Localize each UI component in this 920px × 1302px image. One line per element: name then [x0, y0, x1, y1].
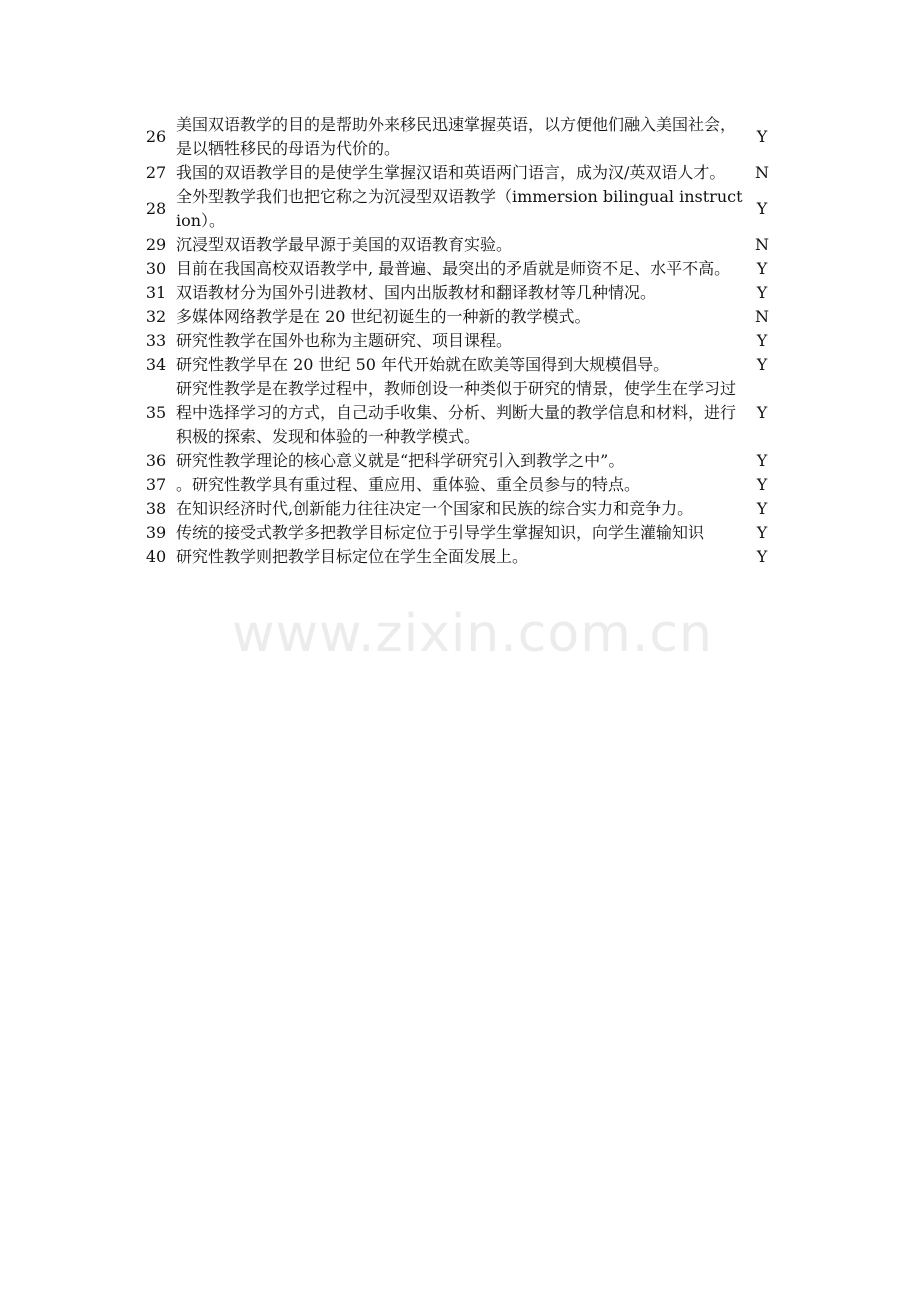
- question-number: 29: [145, 235, 167, 254]
- question-answer: N: [755, 307, 769, 326]
- question-text: 。研究性教学具有重过程、重应用、重体验、重全员参与的特点。: [176, 475, 641, 494]
- question-text: 美国双语教学的目的是帮助外来移民迅速掌握英语，以方便他们融入美国社会， 是以牺牲移民的母语为代价的。: [176, 115, 737, 158]
- question-row: [140, 305, 780, 329]
- question-text: 沉浸型双语教学最早源于美国的双语教育实验。: [176, 235, 513, 254]
- question-answer: Y: [756, 523, 768, 542]
- question-row: [140, 257, 780, 281]
- question-answer: N: [755, 235, 769, 254]
- question-text: 研究性教学在国外也称为主题研究、项目课程。: [176, 331, 513, 350]
- question-row: [140, 377, 780, 449]
- question-answer: Y: [756, 259, 768, 278]
- question-answer: Y: [756, 499, 768, 518]
- question-text: 我国的双语教学目的是使学生掌握汉语和英语两门语言，成为汉/英双语人才。: [176, 163, 726, 182]
- question-text: 研究性教学早在 20 世纪 50 年代开始就在欧美等国得到大规模倡导。: [176, 355, 670, 374]
- question-row: [140, 161, 780, 185]
- question-row: [140, 497, 780, 521]
- question-number: 26: [145, 127, 167, 146]
- question-answer: Y: [756, 283, 768, 302]
- question-number: 36: [145, 451, 167, 470]
- question-answer: Y: [756, 127, 768, 146]
- question-answer: Y: [756, 547, 768, 566]
- question-row: [140, 353, 780, 377]
- question-number: 38: [145, 499, 167, 518]
- watermark: www.zixin.com.cn: [232, 604, 713, 664]
- question-text: 传统的接受式教学多把教学目标定位于引导学生掌握知识，向学生灌输知识: [176, 523, 705, 542]
- question-text: 在知识经济时代,创新能力往往决定一个国家和民族的综合实力和竞争力。: [176, 499, 694, 518]
- question-answer: Y: [756, 331, 768, 350]
- question-number: 27: [145, 163, 167, 182]
- question-answer: Y: [756, 475, 768, 494]
- question-row: [140, 545, 780, 569]
- question-answer: Y: [756, 199, 768, 218]
- question-row: [140, 233, 780, 257]
- question-row: [140, 281, 780, 305]
- question-row: [140, 449, 780, 473]
- question-row: [140, 185, 780, 233]
- question-answer: Y: [756, 403, 768, 422]
- question-number: 28: [145, 199, 167, 218]
- question-row: [140, 329, 780, 353]
- question-number: 30: [145, 259, 167, 278]
- question-number: 40: [145, 547, 167, 566]
- question-text: 研究性教学理论的核心意义就是“把科学研究引入到教学之中”。: [176, 451, 625, 470]
- question-text: 双语教材分为国外引进教材、国内出版教材和翻译教材等几种情况。: [176, 283, 657, 302]
- question-row: [140, 521, 780, 545]
- question-text: 全外型教学我们也把它称之为沉浸型双语教学（immersion bilingual instruction）。: [176, 187, 743, 230]
- question-number: 39: [145, 523, 167, 542]
- question-number: 31: [145, 283, 167, 302]
- question-number: 34: [145, 355, 167, 374]
- question-row: [140, 113, 780, 161]
- question-number: 35: [145, 403, 167, 422]
- question-row: [140, 473, 780, 497]
- question-answer: Y: [756, 355, 768, 374]
- question-text: 目前在我国高校双语教学中, 最普遍、最突出的矛盾就是师资不足、水平不高。: [176, 259, 731, 278]
- question-answer: Y: [756, 451, 768, 470]
- question-answer: N: [755, 163, 769, 182]
- question-number: 37: [145, 475, 167, 494]
- question-number: 32: [145, 307, 167, 326]
- question-text: 研究性教学则把教学目标定位在学生全面发展上。: [176, 547, 529, 566]
- question-number: 33: [145, 331, 167, 350]
- question-table: [140, 113, 780, 569]
- question-text: 多媒体网络教学是在 20 世纪初诞生的一种新的教学模式。: [176, 307, 591, 326]
- question-text: 研究性教学是在教学过程中，教师创设一种类似于研究的情景，使学生在学习过程中选择学习的方式，自己动手收集、分析、判断大量的教学信息和材料，进行积极的探索、发现和体验的一种教学模式。: [176, 379, 737, 446]
